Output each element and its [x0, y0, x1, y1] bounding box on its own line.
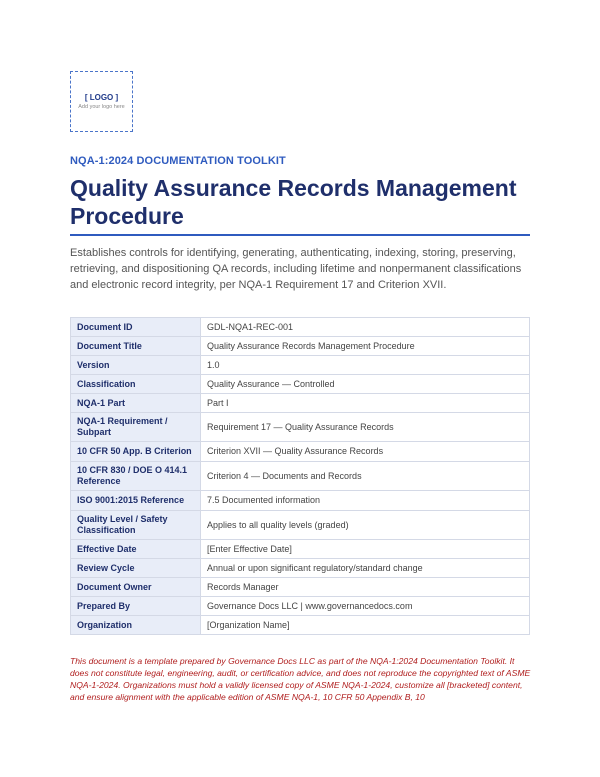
metadata-label: NQA-1 Part: [71, 394, 201, 413]
logo-title: [ LOGO ]: [84, 92, 119, 102]
metadata-label: Document ID: [71, 318, 201, 337]
metadata-label: Organization: [71, 616, 201, 635]
metadata-label: Quality Level / Safety Classification: [71, 511, 201, 540]
document-title: Quality Assurance Records Management Procedure: [70, 175, 517, 229]
metadata-value: Records Manager: [201, 578, 530, 597]
metadata-value: Quality Assurance Records Management Procedure: [201, 337, 530, 356]
metadata-label: Effective Date: [71, 540, 201, 559]
logo-placeholder: [70, 71, 133, 132]
document-description: Establishes controls for identifying, generating, authenticating, indexing, storing, preserving, retrieving, and dispositioning QA records, including lifetime and nonpermanent classifications and electronic record integrity, per NQA-1 Requirement 17 and Criterion XVII.: [70, 247, 522, 291]
metadata-label: Document Owner: [71, 578, 201, 597]
metadata-value: [Enter Effective Date]: [201, 540, 530, 559]
metadata-label: NQA-1 Requirement / Subpart: [71, 413, 201, 442]
table-row: [71, 442, 530, 462]
metadata-value: Governance Docs LLC | www.governancedocs.com: [201, 597, 530, 616]
table-row: [71, 394, 530, 413]
metadata-label: Document Title: [71, 337, 201, 356]
table-row: [71, 616, 530, 635]
metadata-value: Part I: [201, 394, 530, 413]
metadata-value: Annual or upon significant regulatory/standard change: [201, 559, 530, 578]
title-divider: [70, 234, 530, 236]
table-row: [71, 540, 530, 559]
table-row: [71, 375, 530, 394]
metadata-value: GDL-NQA1-REC-001: [201, 318, 530, 337]
toolkit-kicker: NQA-1:2024 DOCUMENTATION TOOLKIT: [70, 155, 286, 167]
table-row: [71, 462, 530, 491]
metadata-label: ISO 9001:2015 Reference: [71, 491, 201, 511]
metadata-value: 7.5 Documented information: [201, 491, 530, 511]
metadata-value: Requirement 17 — Quality Assurance Records: [201, 413, 530, 442]
metadata-label: Review Cycle: [71, 559, 201, 578]
table-row: [71, 413, 530, 442]
table-row: [71, 578, 530, 597]
table-row: [71, 337, 530, 356]
metadata-label: 10 CFR 50 App. B Criterion: [71, 442, 201, 462]
table-row: [71, 597, 530, 616]
table-row: [71, 491, 530, 511]
metadata-value: [Organization Name]: [201, 616, 530, 635]
disclaimer-text: This document is a template prepared by Governance Docs LLC as part of the NQA-1:2024 Documentation Toolkit. It does not constitute legal, engineering, audit, or certification advice, and does not reproduce the copyrighted text of ASME NQA-1-2024. Organizations must hold a validly licensed copy of ASME NQA-1-2024, customize all [bracketed] content, and ensure alignment with the applicable edition of ASME NQA-1, 10 CFR 50 Appendix B, 10: [70, 656, 531, 702]
table-row: [71, 318, 530, 337]
logo-subtitle: Add your logo here: [78, 103, 125, 110]
metadata-label: Classification: [71, 375, 201, 394]
metadata-value: Applies to all quality levels (graded): [201, 511, 530, 540]
metadata-label: Prepared By: [71, 597, 201, 616]
metadata-value: Quality Assurance — Controlled: [201, 375, 530, 394]
metadata-table: [70, 317, 530, 635]
metadata-value: Criterion XVII — Quality Assurance Records: [201, 442, 530, 462]
metadata-value: Criterion 4 — Documents and Records: [201, 462, 530, 491]
metadata-label: 10 CFR 830 / DOE O 414.1 Reference: [71, 462, 201, 491]
table-row: [71, 511, 530, 540]
table-row: [71, 559, 530, 578]
table-row: [71, 356, 530, 375]
metadata-value: 1.0: [201, 356, 530, 375]
metadata-label: Version: [71, 356, 201, 375]
